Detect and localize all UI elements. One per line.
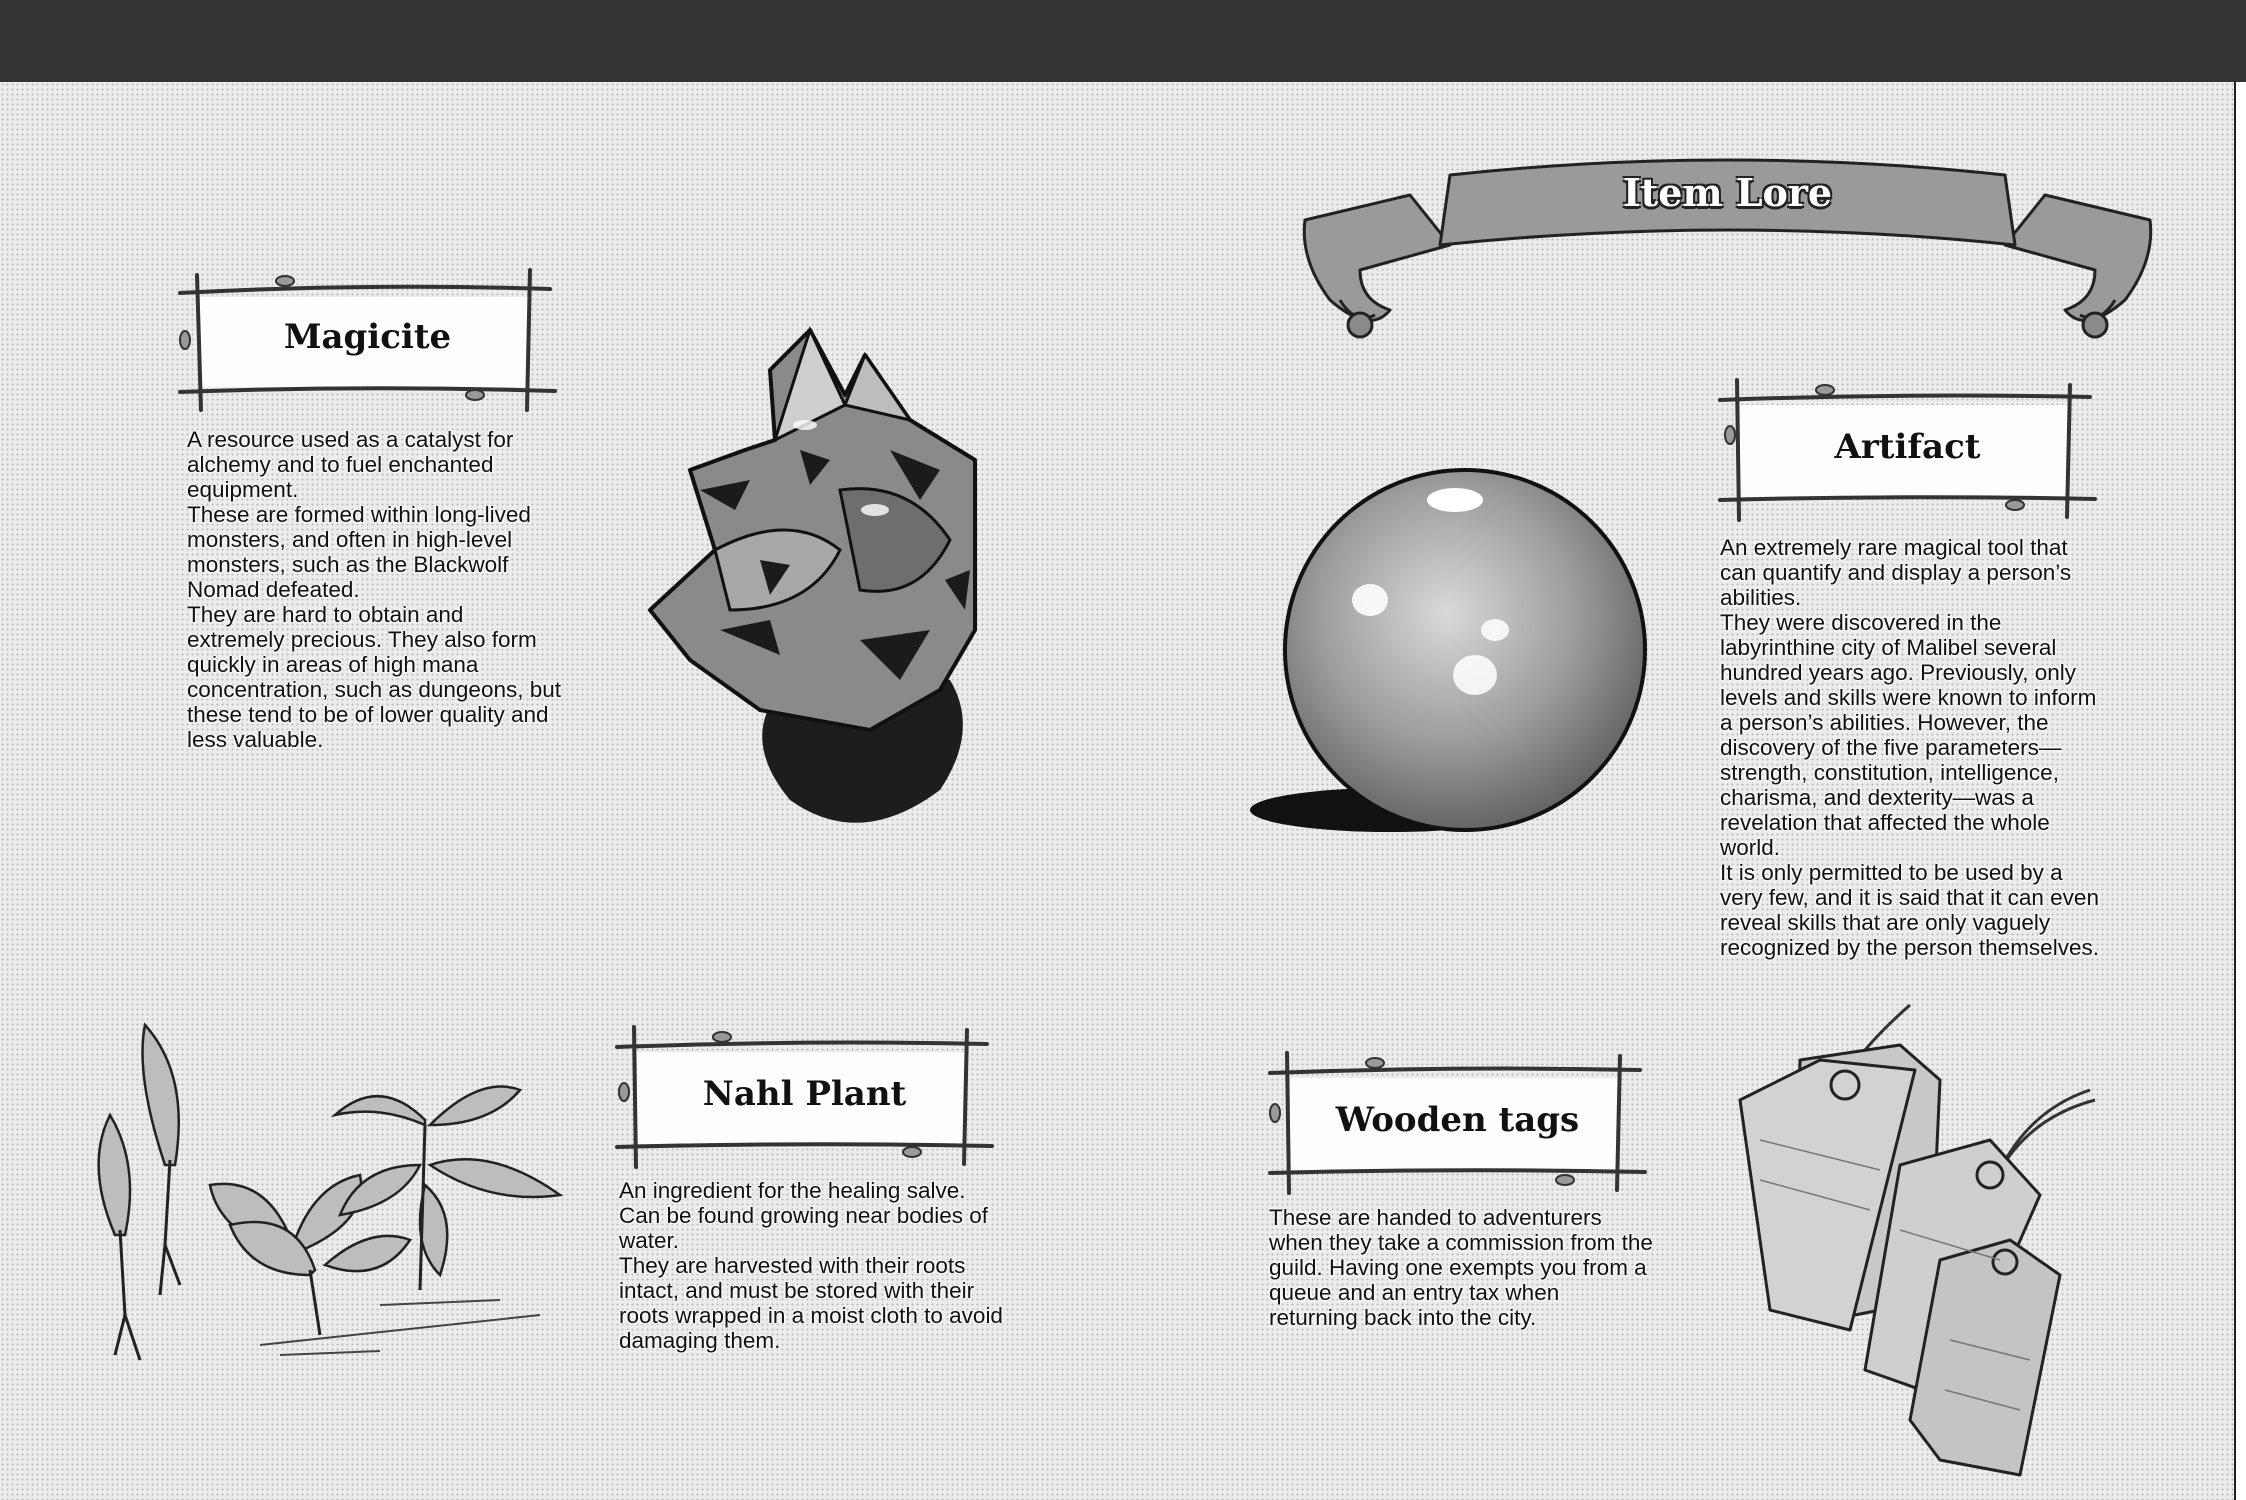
magicite-title: Magicite bbox=[283, 317, 452, 357]
top-bar bbox=[0, 0, 2246, 82]
magicite-sign bbox=[175, 265, 560, 415]
magicite-paragraph: A resource used as a catalyst for alchemy and to fuel enchanted equipment. bbox=[187, 427, 514, 502]
nahl-plant-description bbox=[619, 1178, 1009, 1353]
magicite-paragraph: They are hard to obtain and extremely precious. They also form quickly in areas of high mana concentration, such as dungeons, but these tend to be of lower quality and less valuable. bbox=[187, 602, 562, 752]
nahl-plant-title: Nahl Plant bbox=[702, 1074, 907, 1114]
page-edge bbox=[2234, 82, 2246, 1500]
nahl-plant-paragraph: An ingredient for the healing salve. Can be found growing near bodies of water. bbox=[619, 1178, 989, 1253]
magicite-description bbox=[187, 427, 567, 752]
magicite-crystal-illustration bbox=[640, 310, 1000, 850]
artifact-title: Artifact bbox=[1834, 427, 1981, 467]
wooden-tags-illustration bbox=[1700, 1000, 2100, 1485]
wooden-tags-sign bbox=[1265, 1048, 1650, 1198]
artifact-sign bbox=[1715, 375, 2100, 525]
nahl-plant-paragraph: They are harvested with their roots intact, and must be stored with their roots wrapped in a moist cloth to avoid damaging them. bbox=[619, 1253, 1003, 1353]
artifact-description bbox=[1720, 535, 2105, 960]
artifact-paragraph: They were discovered in the labyrinthine city of Malibel several hundred years ago. Previously, only levels and skills were known to inform a person’s abilities. However, the discovery of the five parameters—strength, constitution, intelligence, charisma, and dexterity—was a revelation that affected the whole world. bbox=[1720, 610, 2097, 860]
wooden-tags-paragraph: These are handed to adventurers when they take a commission from the guild. Having one exempts you from a queue and an entry tax when returning back into the city. bbox=[1269, 1205, 1653, 1330]
artifact-paragraph: An extremely rare magical tool that can quantify and display a person’s abilities. bbox=[1720, 535, 2072, 610]
wooden-tags-description bbox=[1269, 1205, 1654, 1330]
nahl-plant-sign bbox=[612, 1022, 997, 1172]
wooden-tags-title: Wooden tags bbox=[1335, 1100, 1580, 1140]
artifact-paragraph: It is only permitted to be used by a very few, and it is said that it can even reveal skills that are only vaguely recognized by the person themselves. bbox=[1720, 860, 2099, 960]
magicite-paragraph: These are formed within long-lived monsters, and often in high-level monsters, such as the Blackwolf Nomad defeated. bbox=[187, 502, 531, 602]
artifact-orb-illustration bbox=[1250, 460, 1650, 840]
item-lore-banner bbox=[1300, 150, 2155, 360]
banner-title: Item Lore bbox=[1622, 170, 1833, 215]
nahl-plant-illustration bbox=[80, 1015, 570, 1375]
